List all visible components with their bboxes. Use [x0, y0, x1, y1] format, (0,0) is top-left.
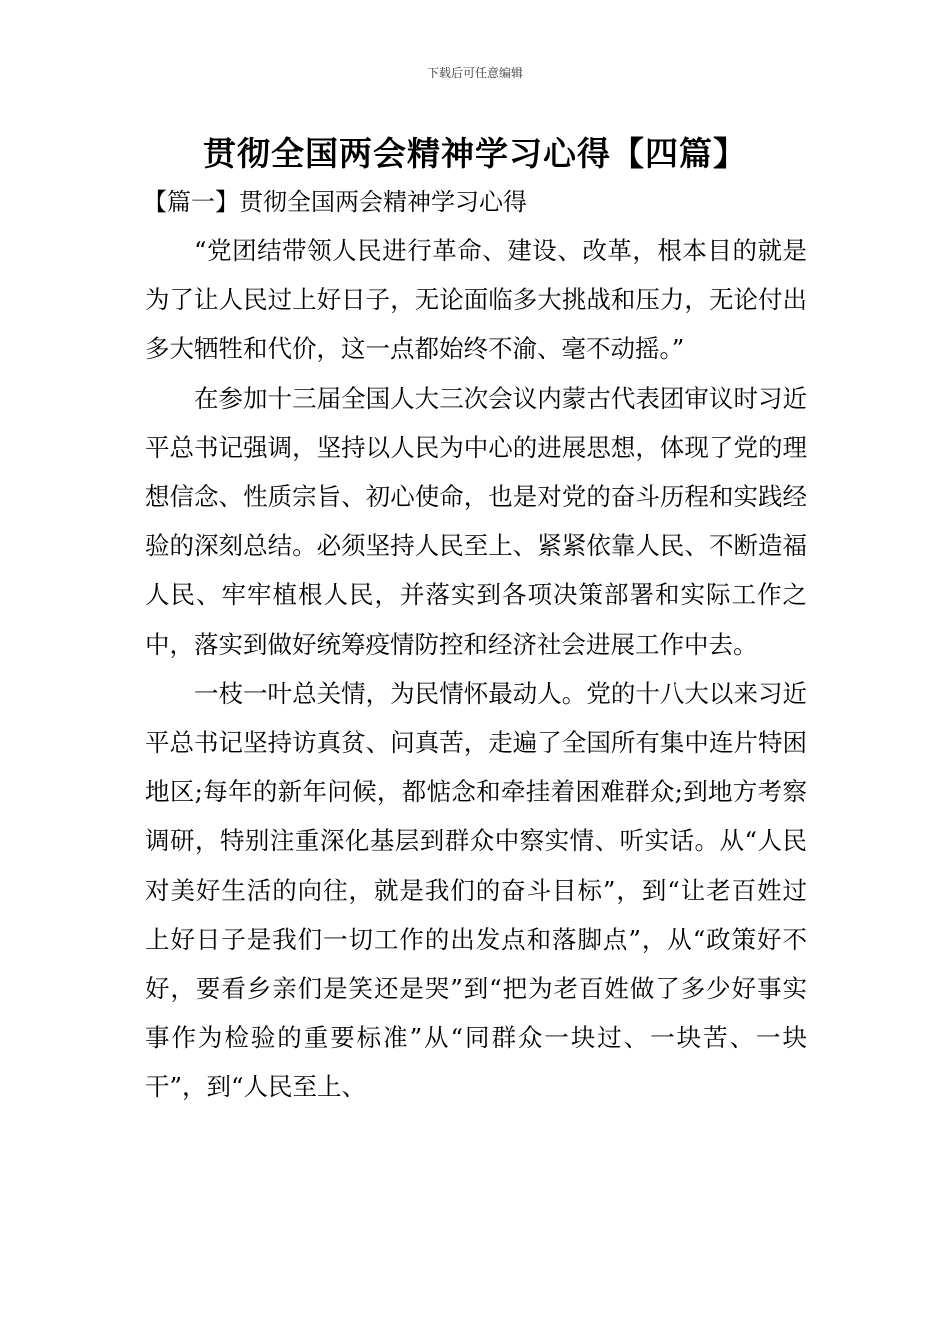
paragraph: 一枝一叶总关情，为民情怀最动人。党的十八大以来习近平总书记坚持访真贫、问真苦，走遍了全国所有集中连片特困地区;每年的新年问候，都惦念和牵挂着困难群众;到地方考察调研，特别注重深化基层到群众中察实情、听实话。从“人民对美好生活的向往，就是我们的奋斗目标”，到“让老百姓过上好日子是我们一切工作的出发点和落脚点”，从“政策好不好，要看乡亲们是笑还是哭”到“把为老百姓做了多少好事实事作为检验的重要标准”从“同群众一块过、一块苦、一块干”，到“人民至上、: [145, 678, 807, 1102]
paragraph: 在参加十三届全国人大三次会议内蒙古代表团审议时习近平总书记强调，坚持以人民为中心的进展思想，体现了党的理想信念、性质宗旨、初心使命，也是对党的奋斗历程和实践经验的深刻总结。必须坚持人民至上、紧紧依靠人民、不断造福人民、牢牢植根人民，并落实到各项决策部署和实际工作之中，落实到做好统筹疫情防控和经济社会进展工作中去。: [145, 383, 807, 659]
section-heading: 【篇一】贯彻全国两会精神学习心得: [143, 188, 527, 216]
paragraph: “党团结带领人民进行革命、建设、改革，根本目的就是为了让人民过上好日子，无论面临多大挑战和压力，无论付出多大牺牲和代价，这一点都始终不渝、毫不动摇。”: [145, 236, 807, 364]
body-text: [145, 226, 807, 1112]
document-title: 贯彻全国两会精神学习心得【四篇】: [203, 134, 747, 173]
header-note: 下载后可任意编辑: [426, 66, 523, 80]
